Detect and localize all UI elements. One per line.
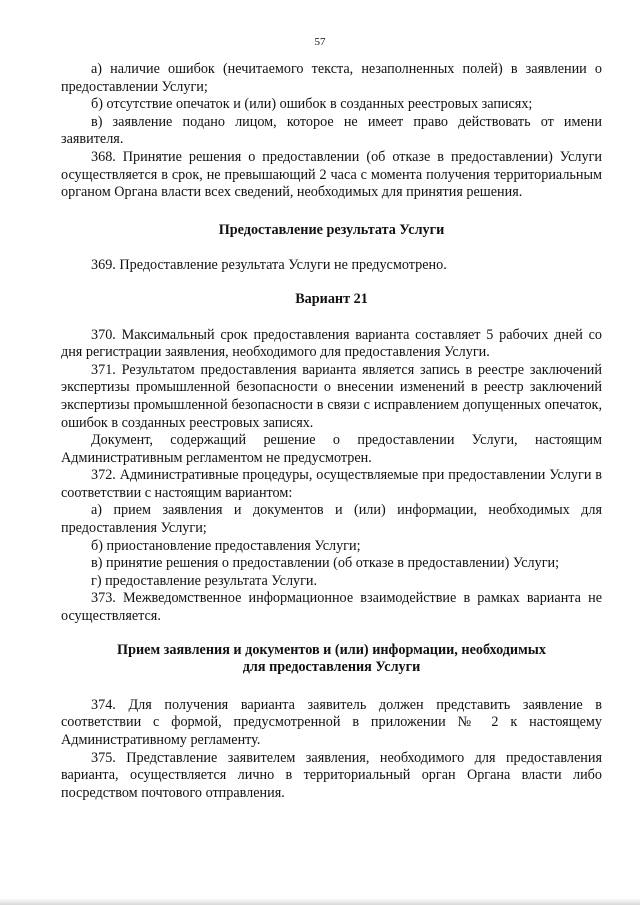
scan-bottom-edge <box>0 898 640 905</box>
section-heading-line-1: Прием заявления и документов и (или) информации, необходимых <box>117 641 546 658</box>
paragraph-372: 372. Административные процедуры, осуществляемые при предоставлении Услуги в соответствии с настоящим вариантом: <box>61 467 602 501</box>
paragraph-370: 370. Максимальный срок предоставления варианта составляет 5 рабочих дней со дня регистрации заявления, необходимого для предоставления Услуги. <box>61 326 602 361</box>
section-heading-variant-21: Вариант 21 <box>295 290 368 307</box>
paragraph-procedure-a: а) прием заявления и документов и (или) информации, необходимых для предоставления Услуги; <box>61 502 602 537</box>
paragraph-item-c: в) заявление подано лицом, которое не имеет право действовать от имени заявителя. <box>61 113 602 148</box>
page-number: 57 <box>314 36 326 48</box>
paragraph-374: 374. Для получения варианта заявитель должен представить заявление в соответствии с формой, предусмотренной в приложении № 2 к настоящему Административному регламенту. <box>61 696 602 748</box>
paragraph-368: 368. Принятие решения о предоставлении (об отказе в предоставлении) Услуги осуществляется в срок, не превышающий 2 часа с момента получения территориальным органом Органа власти всех сведений, необходимых для принятия решения. <box>61 148 602 201</box>
paragraph-371: 371. Результатом предоставления варианта является запись в реестре заключений экспертизы промышленной безопасности о внесении изменений в реестр заключений экспертизы промышленной безопасности в связи с исправлением допущенных опечаток, ошибок в созданных реестровых записях. <box>61 361 602 431</box>
paragraph-procedure-c: в) принятие решения о предоставлении (об отказе в предоставлении) Услуги; <box>91 555 560 572</box>
paragraph-375: 375. Представление заявителем заявления, необходимого для предоставления варианта, осуществляется лично в территориальный орган Органа власти либо посредством почтового отправления. <box>61 749 602 801</box>
section-heading-result: Предоставление результата Услуги <box>218 221 445 238</box>
paragraph-item-a: а) наличие ошибок (нечитаемого текста, незаполненных полей) в заявлении о предоставлении Услуги; <box>61 61 602 95</box>
paragraph-procedure-b: б) приостановление предоставления Услуги; <box>91 537 361 554</box>
paragraph-procedure-d: г) предоставление результата Услуги. <box>91 572 318 589</box>
paragraph-document-decision: Документ, содержащий решение о предоставлении Услуги, настоящим Административным регламентом не предусмотрен. <box>61 432 602 466</box>
paragraph-373: 373. Межведомственное информационное взаимодействие в рамках варианта не осуществляется. <box>61 590 602 625</box>
paragraph-369: 369. Предоставление результата Услуги не предусмотрено. <box>91 257 447 274</box>
section-heading-line-2: для предоставления Услуги <box>242 659 421 676</box>
paragraph-item-b: б) отсутствие опечаток и (или) ошибок в созданных реестровых записях; <box>91 96 533 113</box>
section-heading-application-intake <box>61 642 602 677</box>
document-body <box>61 61 602 802</box>
